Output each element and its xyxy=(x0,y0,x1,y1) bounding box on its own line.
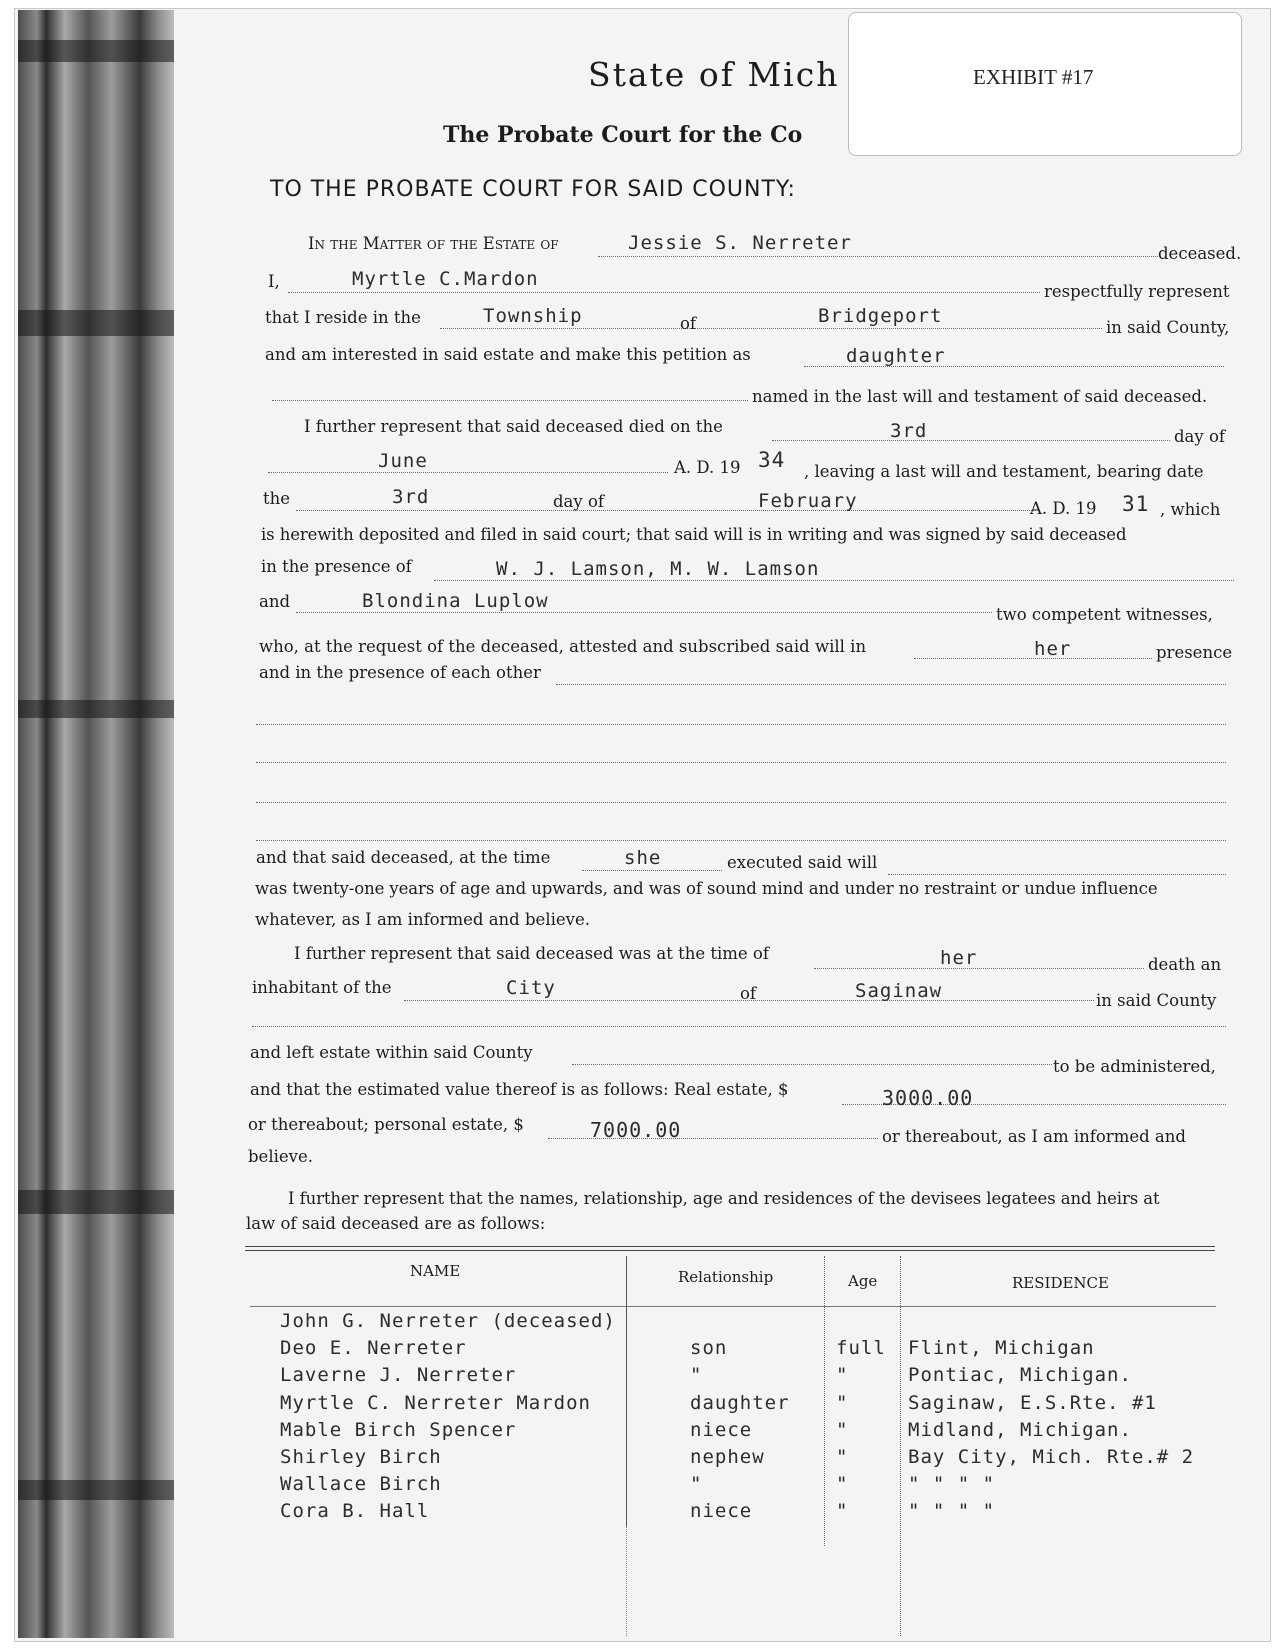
cell-age: full xyxy=(836,1337,886,1360)
personal-estate-value: 7000.00 xyxy=(590,1118,682,1142)
scan-band xyxy=(18,1480,174,1500)
petitioner-name: Myrtle C.Mardon xyxy=(352,268,539,290)
twenty-one-text: was twenty-one years of age and upwards, and was of sound mind and under no restraint or undue influence xyxy=(255,879,1158,898)
each-other-text: and in the presence of each other xyxy=(259,663,541,682)
law-of-text: law of said deceased are as follows: xyxy=(246,1214,546,1233)
cell-relationship: niece xyxy=(690,1500,753,1523)
of-word: of xyxy=(680,314,697,333)
respectfully-text: respectfully represent xyxy=(1044,282,1230,301)
blank-line xyxy=(582,870,722,871)
cell-name: Laverne J. Nerreter xyxy=(280,1364,517,1387)
cell-relationship: niece xyxy=(690,1418,753,1441)
reside-prefix: that I reside in the xyxy=(265,308,421,327)
cell-name: Mable Birch Spencer xyxy=(280,1418,517,1441)
cell-name: John G. Nerreter (deceased) xyxy=(280,1310,616,1332)
scan-binding-strip xyxy=(18,10,174,1638)
header-age: Age xyxy=(848,1272,878,1290)
cell-name: Shirley Birch xyxy=(280,1446,442,1468)
leaving-text: , leaving a last will and testament, bearing date xyxy=(804,462,1204,481)
blank-line xyxy=(440,328,1102,329)
exhibit-label: EXHIBIT #17 xyxy=(973,65,1094,89)
deceased-word: deceased. xyxy=(1158,244,1242,263)
blank-line xyxy=(256,762,1226,763)
scan-band xyxy=(18,700,174,718)
ad-19: A. D. 19 xyxy=(674,458,741,477)
inhabit-type: City xyxy=(506,977,556,999)
presence-word: presence xyxy=(1156,643,1233,662)
witnesses-line-1: W. J. Lamson, M. W. Lamson xyxy=(496,558,820,580)
cell-residence: Saginaw, E.S.Rte. #1 xyxy=(908,1391,1157,1414)
blank-line xyxy=(572,1064,1052,1065)
blank-line xyxy=(288,292,1040,293)
blank-line xyxy=(296,612,992,613)
deceased-name: Jessie S. Nerreter xyxy=(628,232,852,254)
cell-age: " xyxy=(836,1391,849,1414)
thereabout-personal: or thereabout; personal estate, $ xyxy=(248,1115,524,1134)
named-in-will: named in the last will and testament of said deceased. xyxy=(752,387,1208,406)
cell-residence: Flint, Michigan xyxy=(908,1337,1095,1360)
and-word: and xyxy=(259,592,291,611)
names-intro: I further represent that the names, relationship, age and residences of the devisees legatees and heirs at xyxy=(288,1189,1160,1208)
cell-residence: Bay City, Mich. Rte.# 2 xyxy=(908,1446,1195,1468)
cell-residence: Pontiac, Michigan. xyxy=(908,1364,1132,1387)
cell-age: " xyxy=(836,1364,849,1387)
matter-prefix: In the Matter of the Estate of xyxy=(308,234,559,253)
will-day: 3rd xyxy=(392,486,430,508)
blank-line xyxy=(598,256,1158,257)
to-court-heading: TO THE PROBATE COURT FOR SAID COUNTY: xyxy=(270,177,796,202)
believe-text: believe. xyxy=(248,1147,313,1166)
scan-band xyxy=(18,40,174,62)
the-word: the xyxy=(263,489,291,508)
blank-line xyxy=(256,802,1226,803)
of-word-2: of xyxy=(740,984,757,1003)
further-time-text: I further represent that said deceased was at the time of xyxy=(294,944,769,963)
real-estate-value: 3000.00 xyxy=(882,1086,974,1110)
cell-relationship: daughter xyxy=(690,1391,790,1414)
blank-line xyxy=(272,400,748,401)
day-of-2: day of xyxy=(553,492,605,511)
scan-band xyxy=(18,1190,174,1214)
cell-age: " xyxy=(836,1500,849,1523)
inhabitant-text: inhabitant of the xyxy=(252,978,392,997)
ad-19b: A. D. 19 xyxy=(1030,499,1097,518)
presence-prefix: in the presence of xyxy=(261,557,412,576)
day-of: day of xyxy=(1174,427,1226,446)
cell-age: " xyxy=(836,1473,849,1496)
two-witnesses-text: two competent witnesses, xyxy=(996,605,1213,624)
table-top-rule xyxy=(245,1246,1215,1247)
reside-place: Bridgeport xyxy=(818,305,943,327)
death-day: 3rd xyxy=(890,420,928,442)
blank-line xyxy=(252,1026,1226,1027)
pronoun-executed: she xyxy=(624,847,662,869)
scan-band xyxy=(18,310,174,336)
blank-line xyxy=(256,724,1226,725)
column-divider xyxy=(626,1526,627,1636)
in-said-county-2: in said County xyxy=(1096,991,1217,1010)
reside-type: Township xyxy=(483,305,583,327)
estimated-text: and that the estimated value thereof is as follows: Real estate, $ xyxy=(250,1080,789,1099)
blank-line xyxy=(814,968,1144,969)
pronoun-death: her xyxy=(940,947,978,969)
death-year: 34 xyxy=(758,448,786,472)
blank-line xyxy=(772,440,1170,441)
column-divider xyxy=(626,1256,627,1526)
whatever-text: whatever, as I am informed and believe. xyxy=(255,910,590,929)
petitioner-relationship: daughter xyxy=(846,345,946,367)
pronoun-presence: her xyxy=(1034,638,1072,660)
will-year: 31 xyxy=(1122,492,1150,516)
blank-line xyxy=(914,658,1152,659)
cell-name: Wallace Birch xyxy=(280,1473,442,1496)
cell-relationship: son xyxy=(690,1337,728,1360)
cell-relationship: nephew xyxy=(690,1446,765,1468)
at-time-prefix: and that said deceased, at the time xyxy=(256,848,551,867)
court-title: The Probate Court for the Co xyxy=(443,122,803,148)
cell-name: Cora B. Hall xyxy=(280,1500,430,1523)
to-be-administered: to be administered, xyxy=(1053,1057,1216,1076)
blank-line xyxy=(268,472,668,473)
cell-age: " xyxy=(836,1446,849,1468)
will-month: February xyxy=(758,490,858,512)
cell-residence: " " " " xyxy=(908,1500,996,1523)
attested-text: who, at the request of the deceased, attested and subscribed said will in xyxy=(259,637,867,656)
death-month: June xyxy=(378,450,428,472)
blank-line xyxy=(888,874,1226,875)
blank-line xyxy=(434,580,1234,581)
cell-name: Myrtle C. Nerreter Mardon xyxy=(280,1391,591,1414)
thereabout-informed: or thereabout, as I am informed and xyxy=(882,1127,1186,1146)
cell-residence: " " " " xyxy=(908,1473,996,1496)
column-divider xyxy=(900,1256,901,1636)
in-said-county: in said County, xyxy=(1106,318,1230,337)
column-divider xyxy=(824,1256,825,1546)
cell-age: " xyxy=(836,1418,849,1441)
cell-name: Deo E. Nerreter xyxy=(280,1337,467,1360)
died-prefix: I further represent that said deceased died on the xyxy=(304,417,723,436)
cell-relationship: " xyxy=(690,1364,703,1387)
interested-prefix: and am interested in said estate and make this petition as xyxy=(265,345,751,364)
header-relationship: Relationship xyxy=(678,1268,774,1286)
i-word: I, xyxy=(268,272,280,291)
left-estate-text: and left estate within said County xyxy=(250,1043,533,1062)
table-header-rule xyxy=(250,1306,1216,1307)
cell-residence: Midland, Michigan. xyxy=(908,1418,1132,1441)
state-title: State of Mich xyxy=(588,55,840,94)
cell-relationship: " xyxy=(690,1473,703,1496)
executed-text: executed said will xyxy=(727,853,878,872)
inhabit-place: Saginaw xyxy=(855,980,943,1002)
exhibit-sticker xyxy=(848,12,1242,156)
header-name: NAME xyxy=(410,1262,461,1280)
witnesses-line-2: Blondina Luplow xyxy=(362,590,549,612)
blank-line xyxy=(556,684,1226,685)
deposited-text: is herewith deposited and filed in said court; that said will is in writing and was signed by said deceased xyxy=(261,525,1127,544)
death-an-text: death an xyxy=(1148,955,1222,974)
blank-line xyxy=(256,840,1226,841)
blank-line xyxy=(296,510,1036,511)
which-word: , which xyxy=(1160,500,1221,519)
table-top-rule xyxy=(245,1250,1215,1251)
header-residence: RESIDENCE xyxy=(1012,1274,1109,1292)
